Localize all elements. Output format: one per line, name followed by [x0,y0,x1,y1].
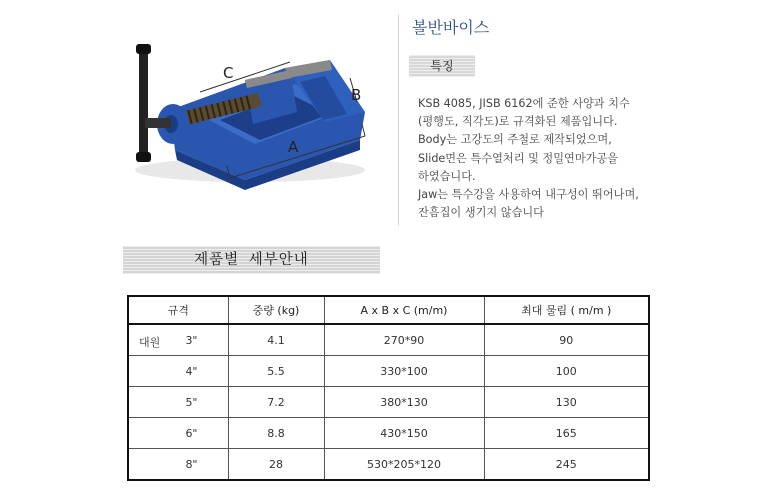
size-value: 4" [185,364,198,378]
section-header: 제품별 세부안내 [123,246,380,274]
max-grip-cell: 100 [484,356,649,387]
size-cell [128,418,228,449]
max-grip-cell: 245 [484,449,649,481]
dimension-label-b: B [351,86,362,104]
feature-tab: 특징 [409,55,475,77]
description-line: KSB 4085, JISB 6162에 준한 사양과 치수 [418,97,630,110]
size-value: 6" [185,426,198,440]
product-title: 볼반바이스 [412,18,490,37]
description-line: (평행도, 직각도)로 규격화된 제품입니다. [418,115,618,129]
size-value: 3" [185,333,198,347]
description-line: Jaw는 특수강을 사용하여 내구성이 뛰어나며, [418,188,639,202]
description-line: 잔흠집이 생기지 않습니다 [418,206,544,220]
description-line: Body는 고강도의 주철로 제작되었으며, [418,133,612,147]
max-grip-cell: 130 [484,387,649,418]
weight-cell: 7.2 [228,387,324,418]
vise-handle [136,44,171,162]
size-cell [128,387,228,418]
size-cell [128,449,228,481]
column-header-max-grip: 최대 물림 ( m/m ) [484,296,649,324]
weight-cell: 5.5 [228,356,324,387]
description-line: Slide면은 특수열처리 및 정밀연마가공을 [418,151,619,165]
column-header-dimensions: A x B x C (m/m) [324,296,484,324]
dimensions-cell: 270*90 [324,324,484,356]
vertical-divider [398,14,399,226]
weight-cell: 8.8 [228,418,324,449]
dimension-label-c: C [223,64,234,82]
max-grip-cell: 90 [484,324,649,356]
size-value: 8" [185,457,198,471]
max-grip-cell: 165 [484,418,649,449]
product-description [418,95,708,222]
brand-prefix: 대원 [139,335,161,349]
table-row [128,387,649,418]
table-row [128,324,649,356]
weight-cell: 28 [228,449,324,481]
dimensions-cell: 530*205*120 [324,449,484,481]
vise-illustration [125,40,380,230]
column-header-size: 규격 [128,296,228,324]
column-header-weight: 중량 (kg) [228,296,324,324]
size-cell [128,324,228,356]
table-header-row [128,296,649,324]
table-row [128,449,649,481]
table-row [128,418,649,449]
table-row [128,356,649,387]
dimensions-cell: 380*130 [324,387,484,418]
spec-table [127,295,650,481]
weight-cell: 4.1 [228,324,324,356]
size-value: 5" [185,395,198,409]
dimensions-cell: 430*150 [324,418,484,449]
dimensions-cell: 330*100 [324,356,484,387]
dimension-label-a: A [288,138,299,156]
description-line: 하였습니다. [418,169,476,183]
size-cell [128,356,228,387]
